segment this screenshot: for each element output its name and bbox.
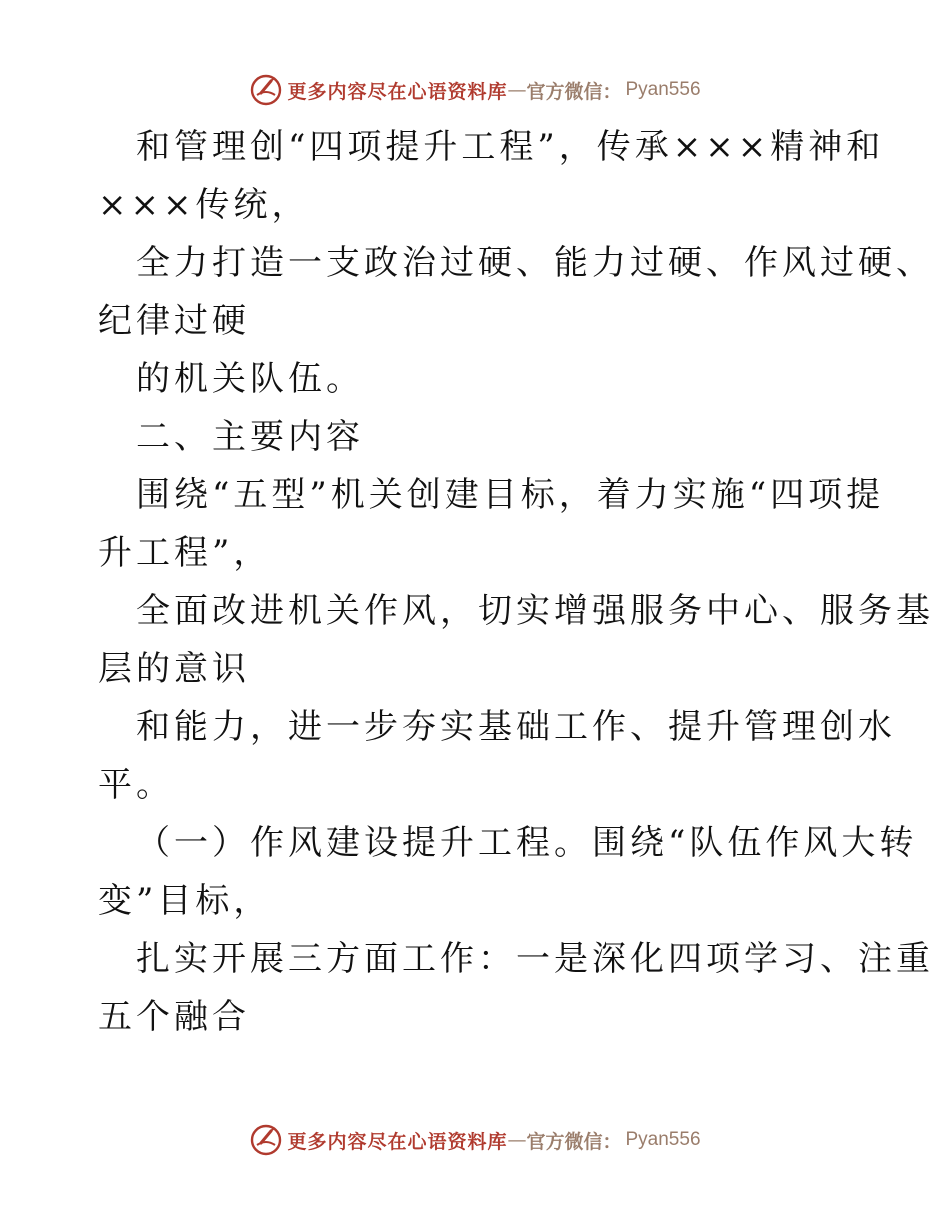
text-line: 平。 [98, 765, 174, 805]
footer-brand: 更多内容尽在心语资料库 [287, 1130, 508, 1153]
text-line: 全面改进机关作风，切实增强服务中心、服务基 [136, 591, 934, 631]
book-quill-logo-icon [249, 1123, 283, 1157]
header-wechat-label: 官方微信： [526, 80, 622, 103]
text-line: ×××传统， [98, 185, 310, 225]
text-line: 扎实开展三方面工作：一是深化四项学习、注重 [136, 939, 934, 979]
book-quill-logo-icon [249, 73, 283, 107]
text-line: 层的意识 [98, 649, 250, 689]
page-footer-watermark [0, 1120, 950, 1160]
header-brand: 更多内容尽在心语资料库 [287, 80, 508, 103]
page-header-watermark [0, 70, 950, 110]
text-line: 全力打造一支政治过硬、能力过硬、作风过硬、 [136, 243, 934, 283]
section-heading: 二、主要内容 [136, 417, 364, 457]
text-line: 和管理创“四项提升工程”，传承×××精神和 [136, 127, 885, 167]
text-line: 和能力，进一步夯实基础工作、提升管理创水 [136, 707, 896, 747]
text-line: 升工程”， [98, 533, 272, 573]
footer-wechat-id: Pyan556 [625, 1129, 701, 1150]
text-line: 变”目标， [98, 881, 272, 921]
footer-dash: — [507, 1129, 527, 1151]
text-line: 围绕“五型”机关创建目标，着力实施“四项提 [136, 475, 885, 515]
header-dash: — [507, 79, 527, 101]
document-body [98, 118, 934, 1046]
text-line: 纪律过硬 [98, 301, 250, 341]
text-line: 的机关队伍。 [136, 359, 364, 399]
text-line: 五个融合 [98, 997, 250, 1037]
footer-wechat-label: 官方微信： [526, 1130, 622, 1153]
subsection-heading: （一）作风建设提升工程。围绕“队伍作风大转 [136, 823, 918, 863]
header-wechat-id: Pyan556 [625, 79, 701, 100]
